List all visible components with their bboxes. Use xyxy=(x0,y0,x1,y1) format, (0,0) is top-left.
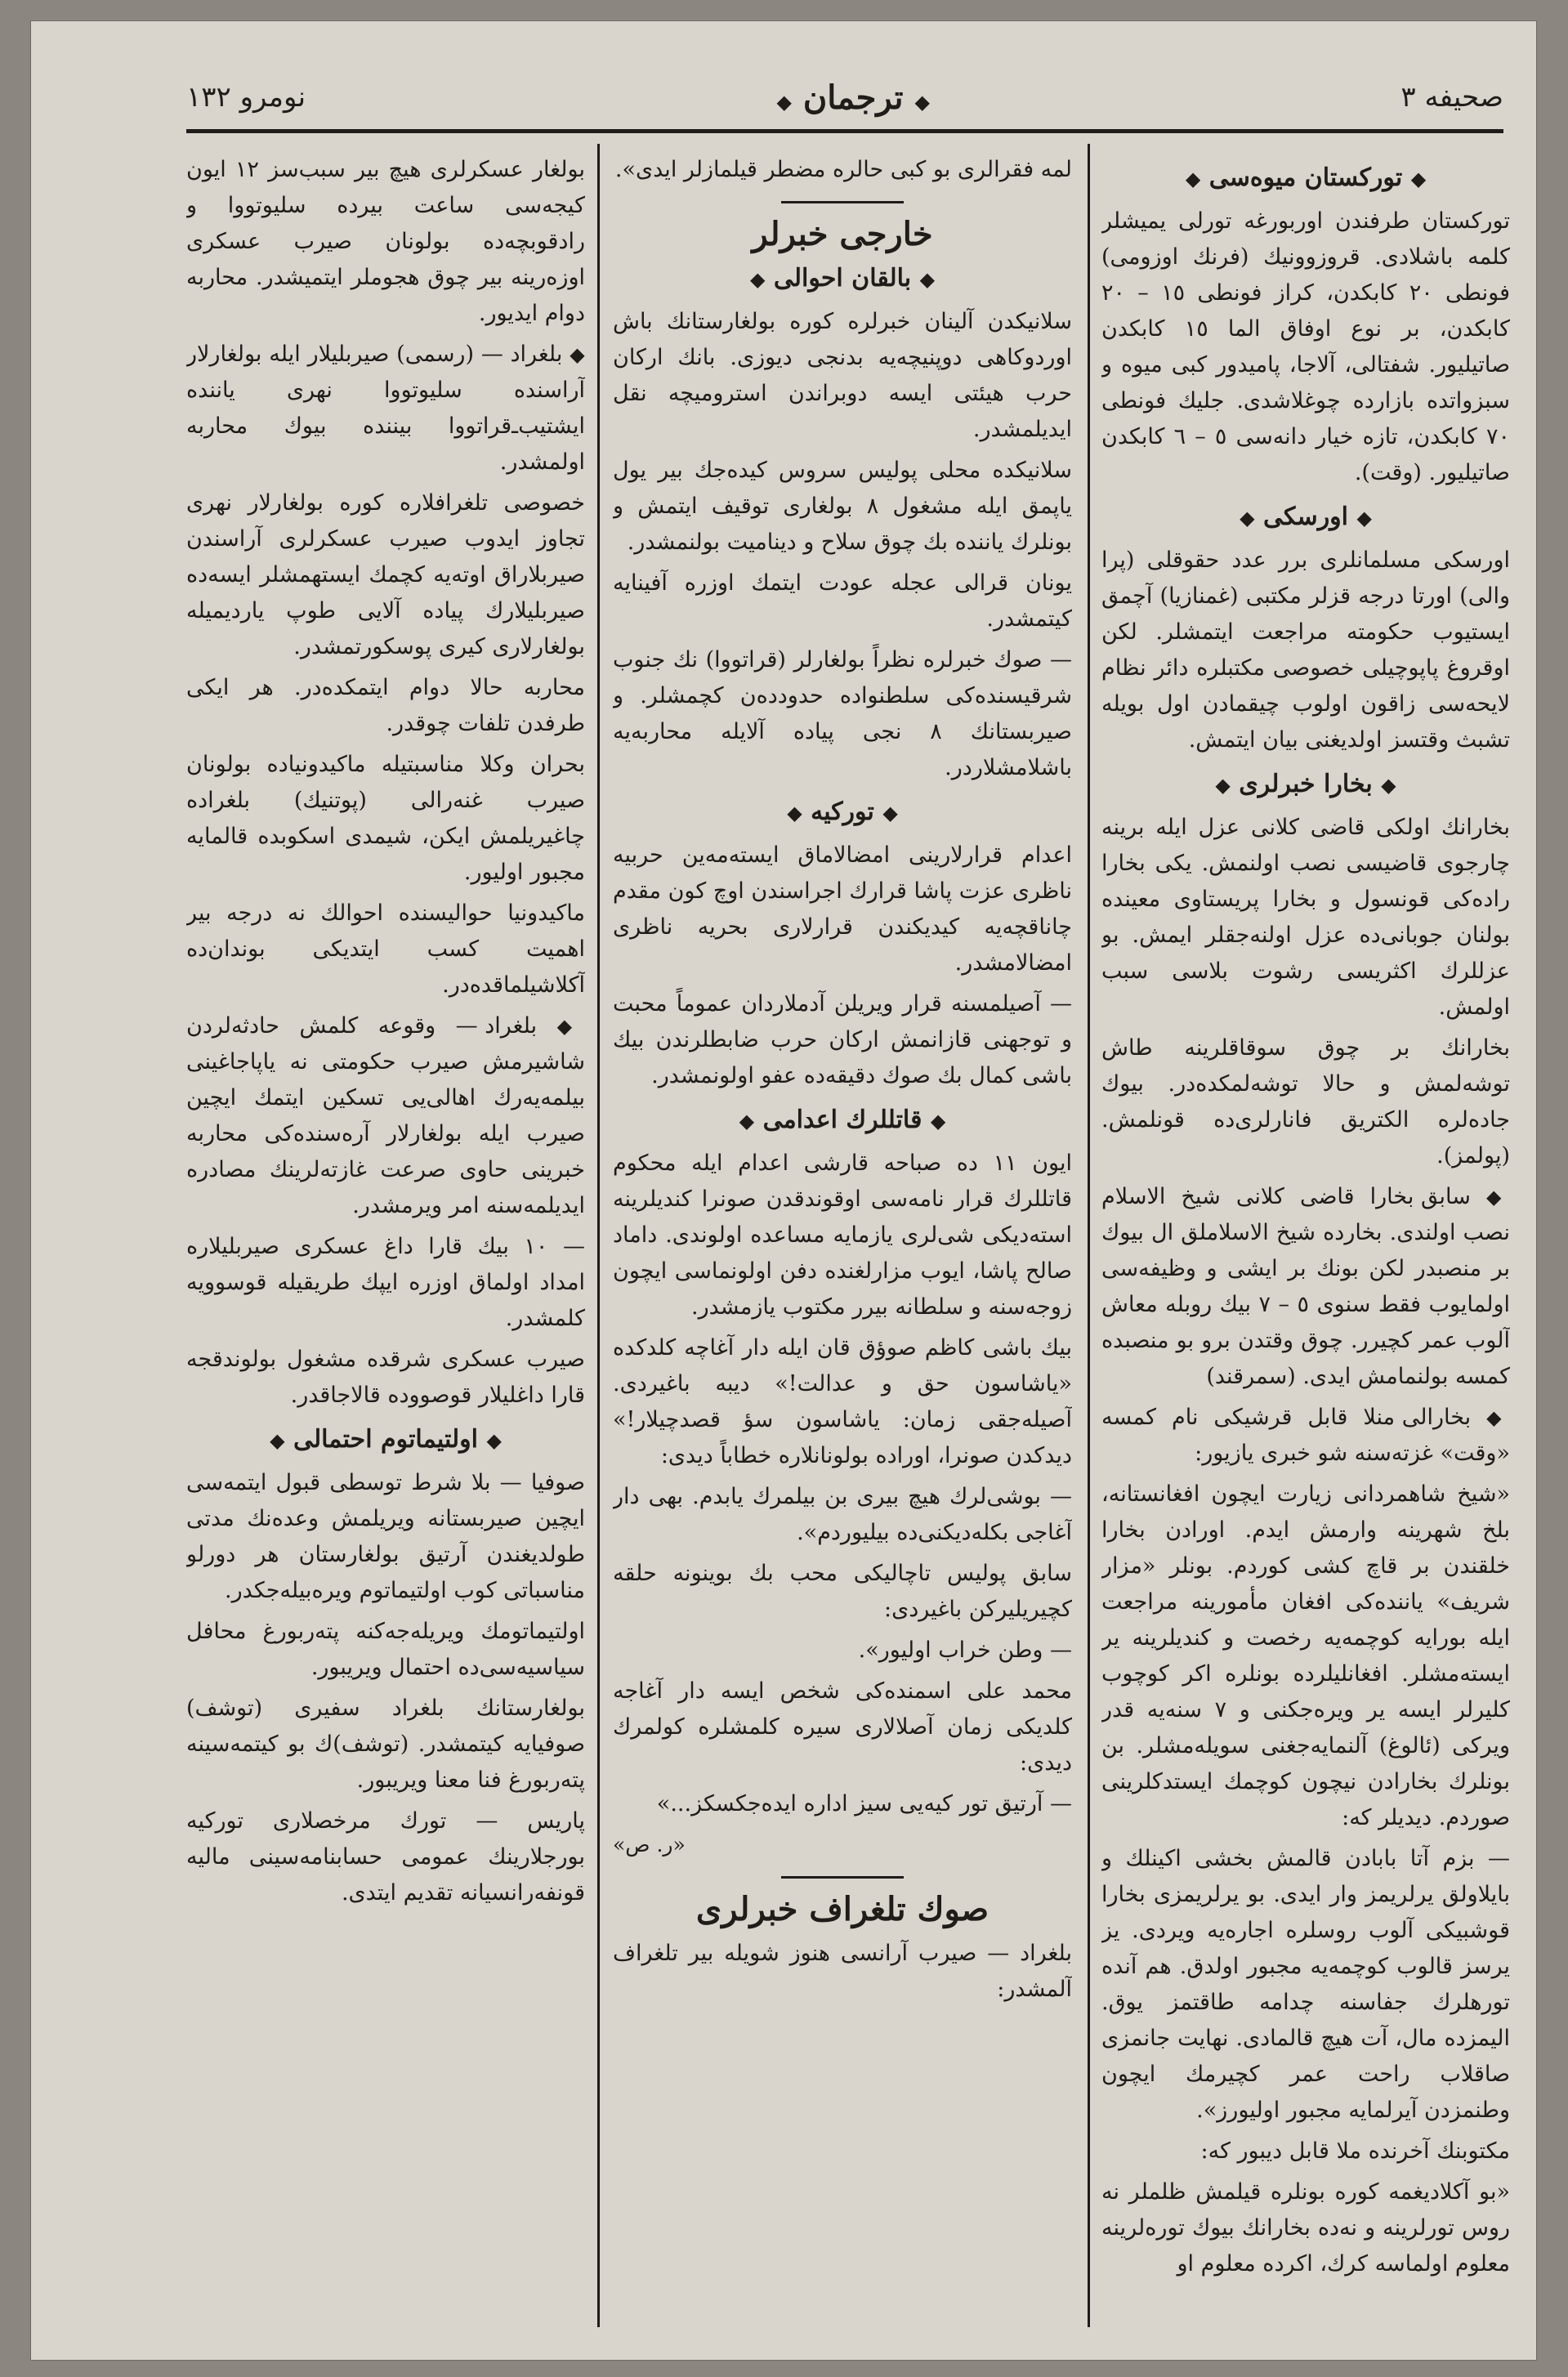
article-body: — وطن خراب اولیور». xyxy=(858,1638,1072,1663)
article-body: بولغار عسكرلری هیچ بیر سبب‌سز ١٢ ایون كیجه‌سی ساعت بیرده سلیوتووا و رادقوبچه‌ده بولونان صیرب عسكری اوزه‌رینه بیر چوق هجوملر ایتمیشدر. محاربه دوام ایدیور. xyxy=(186,157,585,326)
ornament-icon: ◆ xyxy=(914,90,930,114)
article-body: ایون ١١ ده صباحه قارشی اعدام ایله محكوم قاتللرك قرار نامه‌سی اوقوندقدن صونرا كندیلرینه استه‌دیكی شی‌لری یازمایه مساعده اولوندی. داماد صالح پاشا، ایوب مزارلغنده دفن اولونماسی ایچون زوجه‌سنه و سلطانه بیرر مكتوب یازمشدر. xyxy=(613,1151,1072,1320)
article-body: سلانیكدن آلینان خبرلره كوره بولغارستانك باش اوردوكاهی دوپنیچه‌یه بدنجی دیوزی. بانك ارکان حرب هیئتی ایسه دوبراندن استرومیچه نقل ایدیلمشدر. xyxy=(613,309,1072,442)
author-signature: «ر. ص» xyxy=(613,1833,686,1856)
section-rule xyxy=(781,1876,904,1879)
article-body: — ١٠ بیك قارا داغ عسكری صیربلیلاره امداد اولماق اوزره ایپك طریقیله قوسوویه كلمشدر. xyxy=(186,1234,585,1331)
article-body: — بزم آتا بابادن قالمش بخشی اكینلك و بایلاولق یرلریمز وار ایدی. بو یرلریمزی بخارا قوشبیكی آلوب روسلره اجاره‌یه ویردی. یز یرسز قالوب كوچمه‌یه مجبور اولدق. هم آنده تورهلرك جفاسنه چدامه طاقتمز یوق. الیمزده مال، آت هیچ قالمادی. نهایت جانمزی صاقلاب راحت عمر كچیرمك ایچون وطنمزدن آیرلمایه مجبور اولیورز». xyxy=(1101,1846,1510,2123)
section-title: ◆ اورسكی ◆ xyxy=(1240,503,1372,531)
column-right xyxy=(1101,152,1510,2324)
article-body: — آصیلمسنه قرار ویریلن آدملاردان عموماً محبت و توجهنی قازانمش اركان حرب ضابطلرندن بیك باشی كمال بك صوك دقیقه‌ده عفو اولونمشدر. xyxy=(613,991,1072,1088)
article-body: صیرب عسكری شرقده مشغول بولوندقجه قارا داغلیلار قوصوودە قالاجاقدر. xyxy=(186,1347,585,1408)
article-body: — صوك خبرلره نظراً بولغارلر (قراتووا) نك جنوب شرقیسنده‌كی سلطنواده حدودده‌ن كچمشلر. و صیربستانك ٨ نجی پیاده آلایله محاربه‌یه باشلامشلاردر. xyxy=(613,647,1072,780)
newspaper-name: ترجمان xyxy=(802,78,904,117)
article-body: اورسكی مسلمانلری برر عدد حقوقلی (پرا والی) اورتا درجه قزلر مكتبی (غمنازیا) آچمق ایستیوب حكومته مراجعت ایتمشلر. لكن اوقروغ پاپوچیلی خصوصی مكتبلره دائر نظام لایحه‌سی زاقون اولوب چیقمادن اول بویله تشبث وقتسز اولدیغنی بیان ایتمش. xyxy=(1101,547,1510,753)
section-title: ◆ بالقان احوالی ◆ xyxy=(749,264,936,293)
article-body: بیك باشی كاظم صوؤق قان ایله دار آغاچه كلدكده «یاشاسون حق و عدالت!» دیبه باغیردی. آصیله‌جقی زمان: یاشاسون سؤ قصدچیلار!» دیدكدن صونرا، اوراده بولونانلاره خطاباً دیدی: xyxy=(613,1335,1072,1468)
issue-number: نومرو ١٣٢ xyxy=(186,81,306,114)
section-heading: خارجی خبرلر xyxy=(752,215,933,253)
article-body: خصوصی تلغرافلاره كوره بولغارلار نهری تجاوز ایدوب صیرب عسكرلری آراسندن صیربلاراق اوته‌یه كچمك ایستهمشلر ایسه‌ده صیربلیلارك پیاده آلایی طوپ یاردیمیله بولغارلاری كیری پوسكورتمشدر. xyxy=(186,490,585,659)
article-body: بولغارستانك بلغراد سفیری (توشف) صوفیایه كیتمشدر. (توشف)ك بو كیتمه‌سینه پته‌ربورغ فنا معنا ویریبور. xyxy=(186,1696,585,1793)
article-body: — بوشی‌لرك هیچ بیری بن بیلمرك یابدم. بهی دار آغاجی بكله‌دیكنی‌ده بیلیوردم». xyxy=(613,1484,1072,1545)
article-body: «شیخ شاهمردانی زیارت ایچون افغانستانه، بلخ شهرینه وارمش ایدم. اورادن بخارا خلقندن بر قاچ كشی كوردم. بونلر «مزار شریف» یاننده‌كی افغان مأمورینه مراجعت ایله بورایه كوچمه‌یه رخصت و كندیلرینه یر ایسته‌مشلر. افغانلیلرده بونلره اكر كوچوب كلیرلر ایسه یر ویره‌جكنی و ٧ سنه‌یه قدر ویركی (ئالوغ) آلنمایه‌جغنی سویله‌مشلر. بن بونلرك بخارادن نیچون كوچمك ایستدكلرینی صوردم. دیدیلر كه: xyxy=(1101,1481,1510,1830)
article-body: «بو آكلادیغمه كوره بونلره قیلمش ظلملر نه روس تورلرینه و نه‌ده بخارانك بیوك توره‌لرینه معلوم اولماسه كرك، اكرده معلوم او xyxy=(1101,2179,1510,2276)
column-left xyxy=(186,152,585,2324)
masthead xyxy=(186,69,1503,126)
article-body: بحران وكلا مناسبتیله ماكیدونیاده بولونان صیرب غنه‌رالی (پوتنیك) بلغراده چاغیریلمش ایكن، شیمدی اسكوبده قالمایه مجبور اولیور. xyxy=(186,752,585,885)
section-title: ◆ بخارا خبرلری ◆ xyxy=(1215,770,1396,798)
article-body: ماكیدونیا حوالیسنده احوالك نه درجه بیر اهمیت كسب ایتدیكی بوندان‌ده آكلاشیلماقده‌در. xyxy=(186,900,585,998)
article-body: محمد علی اسمنده‌كی شخص ایسه دار آغاجه كلدیكی زمان آصلالاری سیره كلمشلره كولمرك دیدی: xyxy=(613,1678,1072,1776)
article-body: لمه فقرالری بو كبی حالره مضطر قیلمازلر ایدی». xyxy=(614,157,1072,182)
article-body: مكتوبنك آخرنده ملا قابل دیبور كه: xyxy=(1200,2138,1510,2164)
article-body: اولتیماتومك ویریله‌جه‌كنه پته‌ربورغ محافل سیاسیه‌سی‌ده احتمال ویریبور. xyxy=(186,1619,585,1680)
article-body: بخارانك اولكی قاضی كلانی عزل ایله برینه چارجوی قاضیسی نصب اولنمش. یكی بخارا راده‌كی قونسول و بخارا پریستاوی معینده بولنان جوبانی‌ده عزل اولنه‌جقلر ایمش. بو عزللرك اكثریسی رشوت بلاسی سبب اولمش. xyxy=(1101,815,1510,1020)
article-body: محاربه حالا دوام ایتمكده‌در. هر ایكی طرفدن تلفات چوقدر. xyxy=(186,675,585,736)
section-title: ◆ توركستان میوه‌سی ◆ xyxy=(1185,163,1427,192)
article-body: یونان قرالی عجله عودت ایتمك اوزره آفینایه كیتمشدر. xyxy=(613,570,1072,632)
column-divider xyxy=(597,144,600,2327)
section-heading: صوك تلغراف خبرلری xyxy=(695,1890,989,1928)
section-title: ◆ توركیه ◆ xyxy=(787,798,898,826)
ornament-icon: ◆ xyxy=(776,90,792,114)
section-rule xyxy=(781,201,904,203)
article-body: ◆ بلغراد — (رسمی) صیربلیلار ایله بولغارلار آراسنده سلیوتووا نهری یاننده ایشتیب‌ـ‌قراتووا بیننده بیوك محاربه اولمشدر. xyxy=(186,342,585,475)
header-rule xyxy=(186,129,1503,133)
article-body: سلانیكده محلی پولیس سروس كیده‌جك بیر یول یاپمق ایله مشغول ٨ بولغاری توقیف ایتمش و بونلرك یاننده بك چوق سلاح و دینامیت بولنمشدر. xyxy=(613,458,1072,555)
article-body: ◆ سابق بخارا قاضی كلانی شیخ الاسلام نصب اولندی. بخارده شیخ الاسلاملق ال بیوك بر منصبدر لكن بونك بر ایشی و وظیفه‌سی اولمایوب فقط سنوی ٥ – ٧ بیك روبله معاش آلوب عمر كچیرر. چوق وقتدن برو بو منصبده كمسه بولنمامش ایدی. (سمرقند) xyxy=(1101,1184,1510,1389)
page-number: صحیفه ٣ xyxy=(1400,81,1503,114)
article-body: — آرتیق تور كیه‌یی سیز اداره ایده‌جكسكز...» xyxy=(656,1791,1072,1816)
column-divider xyxy=(1088,144,1090,2327)
article-body: ◆ بلغراد — وقوعه كلمش حادثه‌لردن شاشیرمش صیرب حكومتی نه یاپاجاغینی بیلمه‌یه‌رك اهالی‌یی تسكین ایتمك ایچین صیرب ایله بولغارلار آره‌سنده‌كی محاربه خبرینی حاوی صرعت غازته‌لرینك مصادره ایدیلمه‌سنه امر ویرمشدر. xyxy=(186,1013,585,1218)
section-title: ◆ اولتیماتوم احتمالی ◆ xyxy=(270,1425,502,1454)
newspaper-title xyxy=(777,78,930,117)
article-body: سابق پولیس تاچالیكی محب بك بوینونه حلقه كچیریلیركن باغیردی: xyxy=(613,1561,1072,1622)
article-body: اعدام قرارلارینی امضالاماق ایسته‌مه‌ین حربیه ناظری عزت پاشا قرارك اجراسندن اوچ كون مقدم چاناقچه‌یه كیدیكندن قرارلاری بحریه ناظری امضالامشدر. xyxy=(613,842,1072,976)
article-body: بلغراد — صیرب آرانسی هنوز شویله بیر تلغراف آلمشدر: xyxy=(613,1941,1072,2002)
article-body: ◆ بخارالی منلا قابل قرشیكی نام كمسه «وقت» غزته‌سنه شو خبری یازیور: xyxy=(1101,1405,1510,1466)
article-body: صوفیا — بلا شرط توسطی قبول ایتمه‌سی ایچین صیربستانه ویریلمش وعده‌نك مدتی طولدیغندن آرتیق بولغارستان هر دورلو مناسباتی كوب اولتیماتوم ویره‌بیله‌جكدر. xyxy=(186,1470,585,1603)
newspaper-page xyxy=(31,21,1536,2360)
article-body: بخارانك بر چوق سوقاقلرینه طاش توشه‌لمش و حالا توشه‌لمكده‌در. بیوك جاده‌لره الكتریق فانارلری‌ده قونلمش. (پولمز). xyxy=(1101,1035,1510,1168)
column-center xyxy=(613,152,1072,2324)
article-body: پاریس — تورك مرخصلاری توركیه بورجلارینك عمومی حسابنامه‌سینی مالیه قونفه‌رانسیانه تقدیم ایتدی. xyxy=(186,1808,585,1906)
article-body: توركستان طرفندن اوربورغه تورلی یمیشلر كلمه باشلادی. قروزوونیك (فرنك اوزومی) فونطی ٢٠ كابكدن، كراز فونطی ١٥ – ٢٠ كابكدن، بر نوع اوفاق الما ١٥ كابكدن صاتیلیور. شفتالی، آلاجا، پامیدور كبی میوه و سبزواتده بازارده چوغلاشدی. جلیك فونطی ٧٠ كابكدن، تازه خیار دانه‌سی ٥ – ٦ كابكدن صاتیلیور. (وقت). xyxy=(1101,208,1510,485)
section-title: ◆ قاتللرك اعدامی ◆ xyxy=(739,1106,946,1134)
